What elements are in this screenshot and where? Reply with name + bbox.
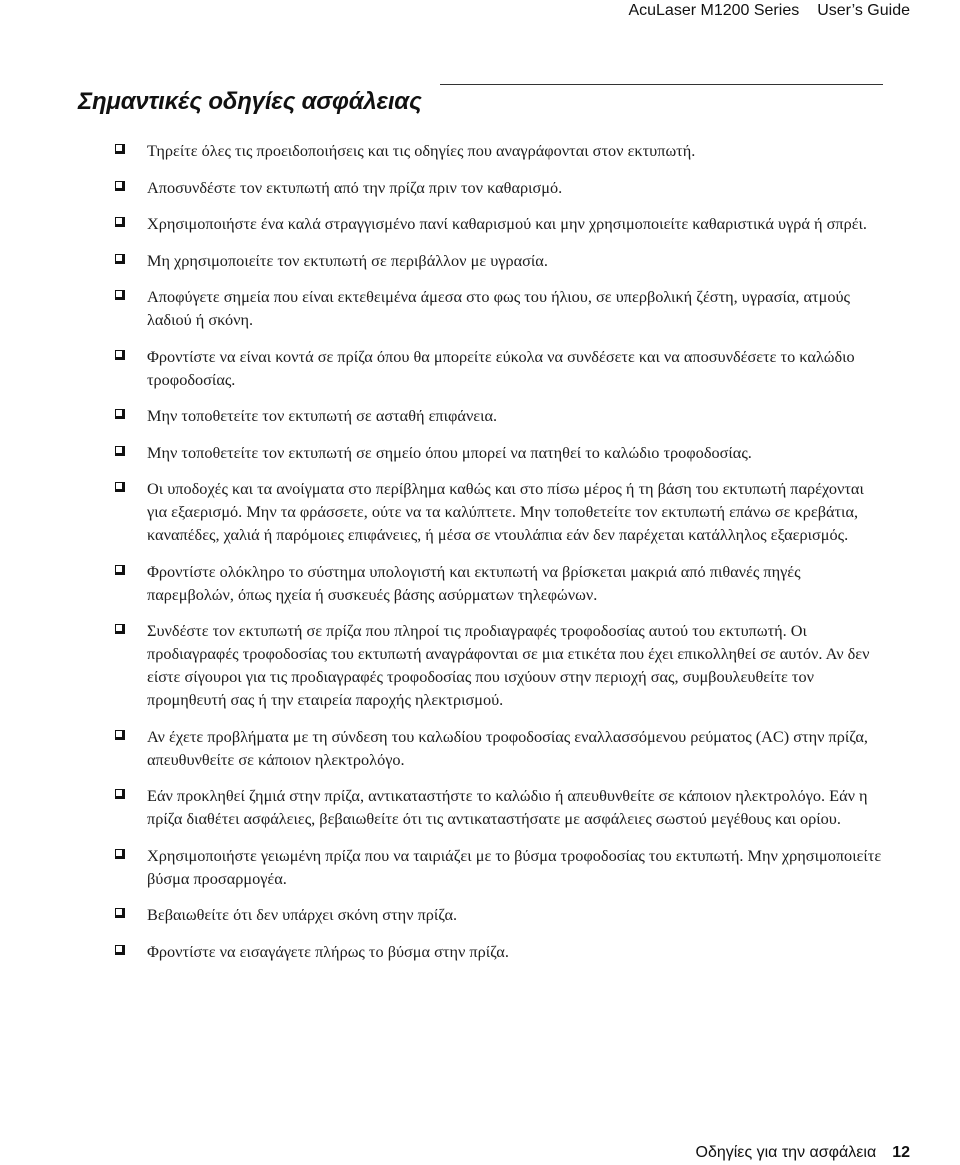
checkbox-bullet-icon xyxy=(115,849,125,859)
list-item: Βεβαιωθείτε ότι δεν υπάρχει σκόνη στην πρίζα. xyxy=(115,903,885,926)
list-item: Συνδέστε τον εκτυπωτή σε πρίζα που πληροί τις προδιαγραφές τροφοδοσίας αυτού του εκτυπωτή. Οι προδιαγραφές τροφοδοσίας του εκτυπωτή αναγράφονται σε μια ετικέτα που έχει επικολληθεί σε αυτόν. Αν δεν είστε σίγουροι για τις προδιαγραφές τροφοδοσίας που ισχύουν στην περιοχή σας, συμβουλευθείτε τον προμηθευτή σας ή την εταιρεία παροχής ηλεκτρισμού. xyxy=(115,619,885,711)
checkbox-bullet-icon xyxy=(115,409,125,419)
checkbox-bullet-icon xyxy=(115,565,125,575)
checkbox-bullet-icon xyxy=(115,789,125,799)
running-footer xyxy=(696,1142,911,1164)
safety-instructions-list xyxy=(115,139,885,976)
list-item: Αποσυνδέστε τον εκτυπωτή από την πρίζα πριν τον καθαρισμό. xyxy=(115,176,885,199)
list-item: Χρησιμοποιήστε ένα καλά στραγγισμένο πανί καθαρισμού και μην χρησιμοποιείτε καθαριστικά υγρά ή σπρέι. xyxy=(115,212,885,235)
header-product: AcuLaser M1200 Series xyxy=(628,2,800,19)
checkbox-bullet-icon xyxy=(115,350,125,360)
running-header xyxy=(628,0,910,22)
checkbox-bullet-icon xyxy=(115,908,125,918)
list-item: Τηρείτε όλες τις προειδοποιήσεις και τις οδηγίες που αναγράφονται στον εκτυπωτή. xyxy=(115,139,885,162)
list-item: Εάν προκληθεί ζημιά στην πρίζα, αντικαταστήστε το καλώδιο ή απευθυνθείτε σε κάποιον ηλεκτρολόγο. Εάν η πρίζα διαθέτει ασφάλειες, βεβαιωθείτε ότι τις αντικαταστήσατε με ασφάλειες σωστού μεγέθους και ορίου. xyxy=(115,784,885,830)
list-item: Μη χρησιμοποιείτε τον εκτυπωτή σε περιβάλλον με υγρασία. xyxy=(115,249,885,272)
list-item: Οι υποδοχές και τα ανοίγματα στο περίβλημα καθώς και στο πίσω μέρος ή τη βάση του εκτυπωτή παρέχονται για εξαερισμό. Μην τα φράσσετε, ούτε να τα καλύπτετε. Μην τοποθετείτε τον εκτυπωτή επάνω σε κρεβάτια, καναπέδες, χαλιά ή παρόμοιες επιφάνειες, ή μέσα σε ντουλάπια εάν δεν παρέχεται κατάλληλος εξαερισμός. xyxy=(115,477,885,546)
header-guide-title: User’s Guide xyxy=(817,2,910,19)
checkbox-bullet-icon xyxy=(115,446,125,456)
title-rule xyxy=(440,84,883,85)
list-item: Φροντίστε να εισαγάγετε πλήρως το βύσμα στην πρίζα. xyxy=(115,940,885,963)
checkbox-bullet-icon xyxy=(115,254,125,264)
checkbox-bullet-icon xyxy=(115,624,125,634)
section-title: Σημαντικές οδηγίες ασφάλειας xyxy=(78,88,422,115)
checkbox-bullet-icon xyxy=(115,217,125,227)
list-item: Μην τοποθετείτε τον εκτυπωτή σε σημείο όπου μπορεί να πατηθεί το καλώδιο τροφοδοσίας. xyxy=(115,441,885,464)
checkbox-bullet-icon xyxy=(115,730,125,740)
page-number: 12 xyxy=(892,1144,910,1161)
checkbox-bullet-icon xyxy=(115,290,125,300)
checkbox-bullet-icon xyxy=(115,144,125,154)
list-item: Χρησιμοποιήστε γειωμένη πρίζα που να ταιριάζει με το βύσμα τροφοδοσίας του εκτυπωτή. Μην χρησιμοποιείτε βύσμα προσαρμογέα. xyxy=(115,844,885,890)
list-item: Μην τοποθετείτε τον εκτυπωτή σε ασταθή επιφάνεια. xyxy=(115,404,885,427)
checkbox-bullet-icon xyxy=(115,181,125,191)
list-item: Αποφύγετε σημεία που είναι εκτεθειμένα άμεσα στο φως του ήλιου, σε υπερβολική ζέστη, υγρασία, ατμούς λαδιού ή σκόνη. xyxy=(115,285,885,331)
list-item: Φροντίστε ολόκληρο το σύστημα υπολογιστή και εκτυπωτή να βρίσκεται μακριά από πιθανές πηγές παρεμβολών, όπως ηχεία ή συσκευές βάσης ασύρματων τηλεφώνων. xyxy=(115,560,885,606)
list-item: Αν έχετε προβλήματα με τη σύνδεση του καλωδίου τροφοδοσίας εναλλασσόμενου ρεύματος (AC) στην πρίζα, απευθυνθείτε σε κάποιον ηλεκτρολόγο. xyxy=(115,725,885,771)
list-item: Φροντίστε να είναι κοντά σε πρίζα όπου θα μπορείτε εύκολα να συνδέσετε και να αποσυνδέσετε το καλώδιο τροφοδοσίας. xyxy=(115,345,885,391)
checkbox-bullet-icon xyxy=(115,482,125,492)
footer-chapter-title: Οδηγίες για την ασφάλεια xyxy=(695,1144,877,1161)
checkbox-bullet-icon xyxy=(115,945,125,955)
